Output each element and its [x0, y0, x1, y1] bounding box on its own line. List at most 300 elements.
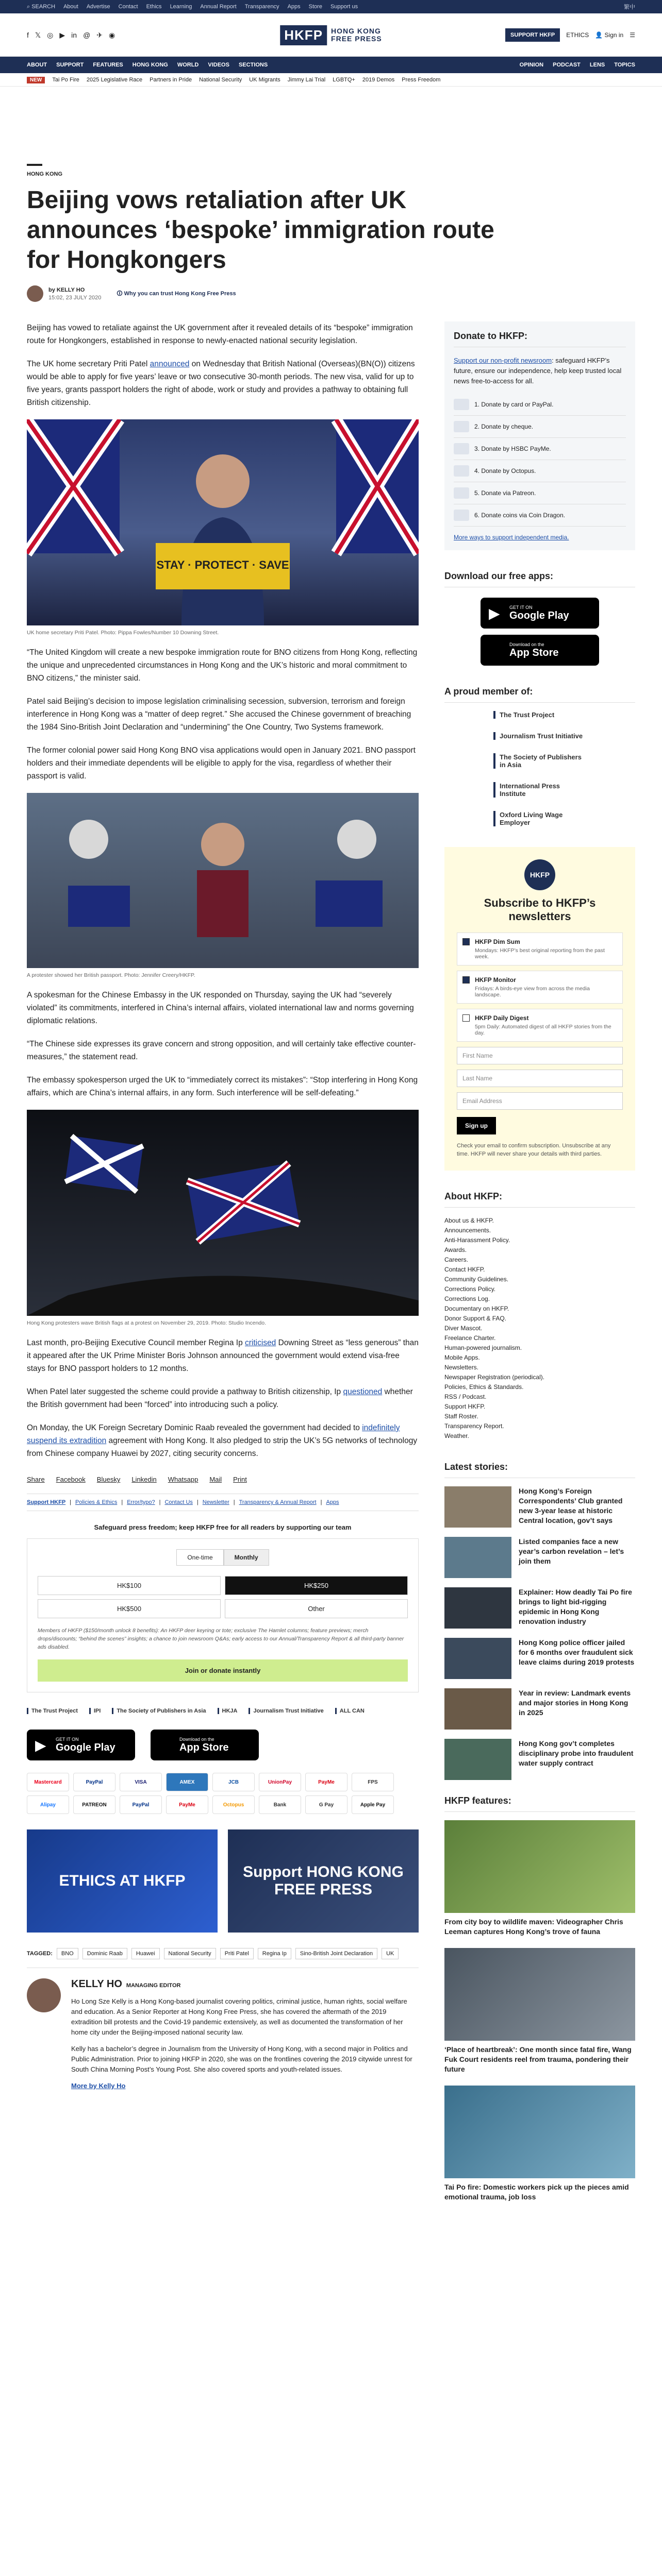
option-label: 5. Donate via Patreon. [474, 489, 536, 497]
story-headline: Explainer: How deadly Tai Po fire brings to light bid-rigging epidemic in Hong Kong renovation industry [519, 1588, 632, 1625]
about-link[interactable]: Weather. [444, 1432, 469, 1439]
svg-text:STAY · PROTECT · SAVE: STAY · PROTECT · SAVE [156, 558, 289, 571]
trust-label: Why you can trust Hong Kong Free Press [124, 290, 236, 297]
amount-option-selected[interactable]: HK$250 [225, 1576, 408, 1595]
photo-caption: UK home secretary Priti Patel. Photo: Pippa Fowles/Number 10 Downing Street. [27, 630, 219, 636]
story-thumbnail [444, 1537, 511, 1578]
payment-logo: PayPal [120, 1795, 162, 1814]
member-logo[interactable]: International Press Institute [493, 782, 586, 798]
option-label: 4. Donate by Octopus. [474, 467, 536, 474]
membership-note: Members of HKFP ($150/month unlock 8 benefits): An HKFP deer keyring or tote; exclusive The Hamlet columns; feature previews; merch drops/discounts; “behind the scenes” insights; a chance to join newsroom Q&As; early access to our Annual/Transparency Report & all third-party banner ads disabled. [38, 1628, 404, 1650]
freq-one-time[interactable]: One-time [176, 1549, 223, 1566]
checkbox-checked[interactable] [462, 976, 470, 984]
frequency-toggle [38, 1549, 408, 1566]
payment-logo: FPS [352, 1773, 394, 1791]
rss-icon[interactable]: ◉ [109, 30, 115, 39]
topbar-link-annual-report[interactable]: Annual Report [200, 4, 237, 10]
share-bar [27, 1476, 419, 1483]
article-paragraph: Beijing has vowed to retaliate against the UK government after it revealed details of its “bespoke” immigration route for Hongkongers, established in response to newly-enacted national security legislation. [27, 324, 413, 345]
badge-small-text: GET IT ON [509, 604, 533, 610]
inline-link[interactable]: questioned [343, 1387, 383, 1396]
newsletter-desc: Mondays: HKFP’s best original reporting from the past week. [475, 947, 605, 960]
ethics-promo[interactable]: ETHICS AT HKFP [27, 1829, 218, 1933]
photo-illustration [27, 419, 419, 625]
tag[interactable]: UK [382, 1948, 399, 1959]
feature-headline: From city boy to wildlife maven: Videographer Chris Leeman captures Hong Kong’s trove of fauna [444, 1918, 623, 1936]
text: On Monday, the UK Foreign Secretary Dominic Raab revealed the government had decided to [27, 1423, 362, 1432]
nav-item-support[interactable]: SUPPORT [56, 62, 84, 68]
author-role: MANAGING EDITOR [126, 1982, 181, 1989]
x-icon[interactable]: 𝕏 [35, 30, 41, 39]
amount-option[interactable]: HK$100 [38, 1576, 221, 1595]
member-logo[interactable]: The Society of Publishers in Asia [493, 753, 586, 769]
telegram-icon[interactable]: ✈ [96, 30, 103, 39]
author-avatar[interactable] [27, 285, 43, 302]
story-thumbnail [444, 1688, 511, 1730]
article-paragraph [27, 1336, 419, 1375]
nav-item-podcast[interactable]: PODCAST [553, 62, 581, 68]
payment-logo: PayPal [73, 1773, 115, 1791]
tag[interactable]: Dominic Raab [82, 1948, 127, 1959]
newsletter-name: HKFP Monitor [475, 976, 516, 984]
newsletter-signup [444, 847, 635, 1171]
member-logos [444, 711, 635, 826]
feature-stories [444, 1820, 635, 2202]
story-thumbnail [444, 1739, 511, 1780]
author-photo[interactable] [27, 1978, 61, 2012]
sidebar [444, 321, 635, 2213]
threads-icon[interactable]: @ [83, 30, 91, 39]
option-label: 2. Donate by cheque. [474, 423, 534, 430]
donate-link[interactable]: Support our non-profit newsroom [454, 357, 552, 364]
trending-link[interactable]: Tai Po Fire [52, 77, 79, 83]
about-link[interactable]: Staff Roster. [444, 1413, 478, 1420]
topbar-link-ethics[interactable]: Ethics [146, 4, 162, 10]
about-link[interactable]: Anti-Harassment Policy. [444, 1236, 510, 1244]
newsletter-fineprint: Check your email to confirm subscription. Unsubscribe at any time. HKFP will never share your details with third parties. [457, 1143, 611, 1157]
feature-item[interactable] [444, 1948, 635, 2074]
instagram-icon[interactable]: ◎ [47, 30, 54, 39]
member-logo[interactable]: The Trust Project [493, 711, 586, 719]
text: Last month, pro-Beijing Executive Council member Regina Ip [27, 1338, 245, 1347]
support-links: Support HKFP | Policies & Ethics | Error/typo? | Contact Us | Newsletter | Transparency & Annual Report | Apps [27, 1494, 419, 1511]
payment-logo: PayMe [305, 1773, 347, 1791]
about-link[interactable]: Careers. [444, 1256, 469, 1263]
coin-icon [454, 510, 469, 521]
feature-image [444, 1948, 635, 2041]
story-item[interactable] [444, 1587, 635, 1629]
latest-title: Latest stories: [444, 1462, 635, 1478]
author-name[interactable]: KELLY HO [56, 286, 85, 293]
app-store-button[interactable] [151, 1730, 259, 1760]
google-play-button[interactable] [481, 598, 599, 629]
story-item[interactable] [444, 1537, 635, 1578]
inline-link[interactable]: indefinitely suspend its extradition [27, 1423, 400, 1445]
badge-small-text: Download on the [179, 1736, 214, 1742]
article-photo [27, 419, 419, 636]
text: : safeguard HKFP’s future, ensure our independence, help keep trusted local news free-to-access for all. [454, 357, 622, 385]
newsletter-option[interactable] [457, 933, 623, 965]
badge-small-text: GET IT ON [56, 1736, 79, 1742]
donate-option[interactable] [454, 504, 626, 527]
trust-link[interactable]: 🛈 Why you can trust Hong Kong Free Press [117, 290, 236, 297]
about-link[interactable]: Newspaper Registration (periodical). [444, 1374, 545, 1381]
safeguard-banner: Safeguard press freedom; keep HKFP free for all readers by supporting our team [94, 1523, 352, 1531]
google-play-icon: ▶ [489, 605, 500, 621]
ethics-link[interactable]: ETHICS [566, 31, 589, 39]
story-headline: Hong Kong’s Foreign Correspondents’ Club granted new 3-year lease at historic Central location, gov’t says [519, 1487, 623, 1524]
about-link[interactable]: RSS / Podcast. [444, 1393, 487, 1400]
payment-logo: AMEX [166, 1773, 208, 1791]
support-link[interactable]: Support HKFP [27, 1499, 66, 1505]
tag-list [27, 1948, 419, 1968]
photo-priti-patel [27, 419, 419, 625]
cheque-icon [454, 421, 469, 432]
story-headline: Year in review: Landmark events and major stories in Hong Kong in 2025 [519, 1689, 631, 1717]
story-item[interactable] [444, 1739, 635, 1780]
tag[interactable]: Priti Patel [220, 1948, 254, 1959]
trending-link[interactable]: Press Freedom [402, 77, 441, 83]
card-icon [454, 399, 469, 410]
logo-line-1: HONG KONG [331, 27, 381, 35]
search-link[interactable]: ⌕ SEARCH [27, 3, 56, 10]
about-link[interactable]: Awards. [444, 1246, 467, 1253]
amount-options [38, 1576, 408, 1618]
article-paragraph: “The Chinese side expresses its grave concern and strong opposition, and will certainly take effective counter-measures,” the statement read. [27, 1040, 416, 1061]
google-play-icon: ▶ [35, 1737, 46, 1753]
member-logo[interactable]: Journalism Trust Initiative [493, 732, 586, 740]
inline-link[interactable]: announced [150, 360, 190, 368]
author-bio: Kelly has a bachelor’s degree in Journalism from the University of Hong Kong, with a second major in Politics and Public Administration. Prior to joining HKFP in 2020, she was on the frontlines covering the 2019 citywide unrest for South China Morning Post’s Young Post. She also covered sports and youth-related issues. [71, 2045, 412, 2073]
facebook-icon[interactable]: f [27, 30, 29, 39]
trending-bar [0, 73, 662, 87]
about-link[interactable]: Diver Mascot. [444, 1325, 483, 1332]
payment-logo: G Pay [305, 1795, 347, 1814]
about-link[interactable]: Policies, Ethics & Standards. [444, 1383, 524, 1391]
nav-item-topics[interactable]: TOPICS [614, 62, 635, 68]
badge-text: App Store [509, 647, 559, 658]
trending-link[interactable]: Partners in Pride [150, 77, 192, 83]
about-link[interactable]: Corrections Log. [444, 1295, 490, 1302]
social-links [27, 31, 115, 40]
share-label[interactable]: Share [27, 1476, 45, 1483]
logo-line-2: FREE PRESS [331, 35, 382, 43]
article-paragraph: The former colonial power said Hong Kong BNO visa applications would open in January 2021. BNO passport holders and their immediate dependents will be eligible to apply for the visa, regardless of whether their passport is valid. [27, 746, 416, 781]
topbar-link-support[interactable]: Support us [330, 4, 358, 10]
email-field[interactable]: Email Address [457, 1092, 623, 1110]
logo-text [331, 27, 382, 43]
donate-option[interactable] [454, 394, 626, 416]
more-ways-link[interactable]: More ways to support independent media. [454, 534, 569, 541]
text: agreement with Hong Kong. It also pledged to strip the UK’s 5G networks of technology from Chinese company Huawei by 2027, citing security concerns. [27, 1436, 418, 1458]
newsletter-desc: Fridays: A birds-eye view from across the media landscape. [475, 986, 590, 998]
tag[interactable]: BNO [57, 1948, 78, 1959]
checkbox-checked[interactable] [462, 938, 470, 945]
author-box [27, 1978, 419, 2097]
topbar-link-transparency[interactable]: Transparency [244, 4, 279, 10]
about-link[interactable]: Freelance Charter. [444, 1334, 496, 1342]
share-whatsapp[interactable]: Whatsapp [168, 1476, 198, 1483]
amount-option[interactable]: HK$500 [38, 1599, 221, 1618]
about-link[interactable]: Donor Support & FAQ. [444, 1315, 507, 1322]
about-list [444, 1216, 635, 1441]
tag[interactable]: Huawei [131, 1948, 160, 1959]
topbar-link-about[interactable]: About [63, 4, 78, 10]
text: on Wednesday that British National (Overseas)(BN(O)) citizens would be able to apply for five years’ leave or two consecutive 30-month periods. The new visa, valid for up to five years, grants passport holders the right of abode, work or study and provides a pathway to obtaining full British citizenship. [27, 360, 415, 407]
author-heading [71, 1978, 419, 1990]
member-title: A proud member of: [444, 686, 635, 703]
topbar-link-store[interactable]: Store [308, 4, 322, 10]
trending-link[interactable]: Jimmy Lai Trial [287, 77, 326, 83]
member-logo[interactable]: Oxford Living Wage Employer [493, 811, 586, 826]
donate-option[interactable] [454, 482, 626, 504]
payment-logo: Mastercard [27, 1773, 69, 1791]
publish-date: 15:02, 23 JULY 2020 [48, 294, 102, 301]
trending-link[interactable]: UK Migrants [249, 77, 280, 83]
about-link[interactable]: Community Guidelines. [444, 1276, 509, 1283]
latest-stories [444, 1486, 635, 1780]
tag[interactable]: Sino-British Joint Declaration [295, 1948, 377, 1959]
photo-caption: A protester showed her British passport. Photo: Jennifer Creery/HKFP. [27, 972, 195, 978]
payment-logo: PayMe [166, 1795, 208, 1814]
story-headline: Hong Kong gov’t completes disciplinary probe into fraudulent water supply contract [519, 1739, 634, 1767]
main-nav [0, 57, 662, 73]
badge-text: App Store [179, 1741, 229, 1753]
menu-icon[interactable]: ☰ [630, 31, 635, 39]
story-thumbnail [444, 1638, 511, 1679]
article-body [27, 321, 419, 2213]
payment-logo: UnionPay [259, 1773, 301, 1791]
sidebar-app-buttons [444, 598, 635, 666]
partner-logo[interactable]: HKJA [218, 1708, 238, 1714]
join-button[interactable]: Join or donate instantly [38, 1659, 408, 1682]
text: whether the British government had been “forced” into introducing such a policy. [27, 1387, 413, 1409]
search-label: SEARCH [31, 3, 56, 10]
last-name-field[interactable]: Last Name [457, 1070, 623, 1087]
trending-link[interactable]: 2025 Legislative Race [86, 77, 143, 83]
checkbox[interactable] [462, 1014, 470, 1022]
story-thumbnail [444, 1486, 511, 1528]
about-link[interactable]: Transparency Report. [444, 1422, 504, 1430]
option-label: 1. Donate by card or PayPal. [474, 401, 554, 408]
donation-widget [27, 1538, 419, 1692]
article-paragraph: A spokesman for the Chinese Embassy in the UK responded on Thursday, saying the UK had “severely violated” its commitments, interfered in China’s internal affairs, violated international law and norms governing diplomatic relations. [27, 991, 414, 1025]
story-item[interactable] [444, 1688, 635, 1730]
partner-logos [27, 1708, 419, 1714]
payment-methods [27, 1773, 419, 1814]
about-link[interactable]: Support HKFP. [444, 1403, 486, 1410]
article-paragraph: “The United Kingdom will create a new bespoke immigration route for BNO citizens from Hong Kong, reflecting the unique and unprecedented circumstances in Hong Kong and the UK’s historic and moral commitment to BNO citizens,” the minister said. [27, 648, 418, 683]
topbar-link-learning[interactable]: Learning [170, 4, 192, 10]
trending-link[interactable]: LGBTQ+ [333, 77, 355, 83]
logo-box: HKFP [280, 25, 327, 45]
story-thumbnail [444, 1587, 511, 1629]
support-link[interactable]: Newsletter [202, 1499, 229, 1505]
donate-option[interactable] [454, 460, 626, 482]
about-link[interactable]: Documentary on HKFP. [444, 1305, 509, 1312]
about-link[interactable]: Human-powered journalism. [444, 1344, 522, 1351]
payment-logo: Apple Pay [352, 1795, 394, 1814]
partner-logo[interactable]: ALL CAN [335, 1708, 365, 1714]
youtube-icon[interactable]: ▶ [59, 30, 65, 39]
tag[interactable]: Regina Ip [258, 1948, 291, 1959]
article-paragraph: The embassy spokesperson urged the UK to “immediately correct its mistakes”: “Stop interfering in Hong Kong affairs, which are China’s internal affairs, in any form. Such interference will be self-defeating.” [27, 1076, 418, 1097]
newsletter-name: HKFP Daily Digest [475, 1014, 529, 1022]
apps-title: Download our free apps: [444, 571, 635, 587]
features-title: HKFP features: [444, 1795, 635, 1812]
option-label: 6. Donate coins via Coin Dragon. [474, 512, 566, 519]
patreon-icon [454, 487, 469, 499]
story-headline: Hong Kong police officer jailed for 6 months over fraudulent sick leave claims during 2019 protests [519, 1638, 635, 1666]
signin-link[interactable]: 👤 Sign in [595, 31, 624, 39]
app-buttons [27, 1730, 419, 1760]
nav-item-videos[interactable]: VIDEOS [208, 62, 229, 68]
about-link[interactable]: Newsletters. [444, 1364, 479, 1371]
photo-illustration [27, 1110, 419, 1316]
photo-caption: Hong Kong protesters wave British flags at a protest on November 29, 2019. Photo: Studio Incendo. [27, 1320, 267, 1326]
support-hkfp-button[interactable]: SUPPORT HKFP [505, 28, 560, 42]
partner-logo[interactable]: The Trust Project [27, 1708, 78, 1714]
support-link[interactable]: Contact Us [164, 1499, 193, 1505]
partner-logo[interactable]: Journalism Trust Initiative [249, 1708, 323, 1714]
article-paragraph [27, 1421, 419, 1460]
freq-monthly[interactable]: Monthly [224, 1549, 269, 1566]
about-link[interactable]: Mobile Apps. [444, 1354, 480, 1361]
topbar-link-contact[interactable]: Contact [118, 4, 138, 10]
nav-item-opinion[interactable]: OPINION [519, 62, 544, 68]
feature-image [444, 1820, 635, 1913]
nav-item-hong-kong[interactable]: HONG KONG [132, 62, 168, 68]
nav-item-lens[interactable]: LENS [589, 62, 605, 68]
feature-item[interactable] [444, 2086, 635, 2202]
newsletter-desc: 5pm Daily: Automated digest of all HKFP stories from the day. [475, 1024, 611, 1036]
story-headline: Listed companies face a new year’s carbon revelation – let’s join them [519, 1537, 624, 1565]
inline-link[interactable]: criticised [245, 1338, 276, 1347]
partner-logo[interactable]: IPI [89, 1708, 101, 1714]
feature-item[interactable] [444, 1820, 635, 1937]
photo-protester-passport [27, 793, 419, 968]
newsletter-name: HKFP Dim Sum [475, 938, 520, 945]
story-item[interactable] [444, 1638, 635, 1679]
trending-link[interactable]: National Security [199, 77, 242, 83]
app-store-button[interactable] [481, 635, 599, 666]
share-bluesky[interactable]: Bluesky [96, 1476, 121, 1483]
trending-link[interactable]: 2019 Demos [362, 77, 395, 83]
article-paragraph: Patel said Beijing’s decision to impose legislation criminalising secession, subversion, terrorism and foreign interference in Hong Kong was a “matter of deep regret.” She accused the Chinese government of breaching the 1984 Sino-British Joint Declaration and “undermining” the One Country, Two Systems framework. [27, 697, 411, 732]
photo-protest-flags [27, 1110, 419, 1316]
linkedin-icon[interactable]: in [71, 30, 77, 39]
google-play-button[interactable] [27, 1730, 135, 1760]
story-item[interactable] [444, 1486, 635, 1528]
share-print[interactable]: Print [233, 1476, 247, 1483]
amount-other[interactable]: Other [225, 1599, 408, 1618]
article-title: Beijing vows retaliation after UK announces ‘bespoke’ immigration route for Hongkongers [27, 187, 494, 274]
octopus-icon [454, 465, 469, 477]
tags-label: TAGGED: [27, 1951, 53, 1957]
share-mail[interactable]: Mail [209, 1476, 222, 1483]
tag[interactable]: National Security [164, 1948, 216, 1959]
article-category[interactable]: HONG KONG [27, 171, 63, 177]
about-link[interactable]: Contact HKFP. [444, 1266, 485, 1273]
language-switch[interactable]: 繁中 [624, 4, 635, 10]
donate-intro [454, 355, 626, 386]
topbar-link-advertise[interactable]: Advertise [86, 4, 110, 10]
new-badge: NEW [27, 77, 45, 83]
site-header [0, 13, 662, 57]
author-box-name[interactable]: KELLY HO [71, 1978, 122, 1990]
topbar-link-apps[interactable]: Apps [287, 4, 301, 10]
newsletter-option[interactable] [457, 971, 623, 1004]
payme-icon [454, 443, 469, 454]
site-logo[interactable] [280, 25, 382, 45]
feature-headline: ‘Place of heartbreak’: One month since fatal fire, Wang Fuk Court residents reel from trauma, pondering their future [444, 2045, 632, 2073]
donate-option[interactable] [454, 438, 626, 460]
support-promo[interactable]: Support HONG KONG FREE PRESS [228, 1829, 419, 1933]
support-link[interactable]: Apps [326, 1499, 339, 1505]
share-facebook[interactable]: Facebook [56, 1476, 86, 1483]
payment-logo: JCB [212, 1773, 255, 1791]
author-bio: Ho Long Sze Kelly is a Hong Kong-based journalist covering politics, criminal justice, human rights, social welfare and education. As a Senior Reporter at Hong Kong Free Press, she has covered the aftermath of the 2019 extradition bill protests and the Covid-19 pandemic extensively, as well as documented the transformation of her home city under the Beijing-imposed national security law. [71, 1997, 407, 2036]
nav-item-features[interactable]: FEATURES [93, 62, 123, 68]
promo-banners [27, 1829, 419, 1933]
about-link[interactable]: Corrections Policy. [444, 1285, 496, 1293]
share-linkedin[interactable]: Linkedin [131, 1476, 157, 1483]
signup-button[interactable]: Sign up [457, 1117, 496, 1134]
byline: by KELLY HO 15:02, 23 JULY 2020 🛈 Why you can trust Hong Kong Free Press [27, 285, 635, 302]
support-link[interactable]: Policies & Ethics [75, 1499, 118, 1505]
article-header [27, 164, 635, 302]
payment-logo: PATREON [73, 1795, 115, 1814]
nav-item-sections[interactable]: SECTIONS [238, 62, 268, 68]
newsletter-option[interactable] [457, 1009, 623, 1042]
nav-item-about[interactable]: ABOUT [27, 62, 47, 68]
article-paragraph [27, 1385, 419, 1411]
first-name-field[interactable]: First Name [457, 1047, 623, 1064]
payment-logo: Octopus [212, 1795, 255, 1814]
option-label: 3. Donate by HSBC PayMe. [474, 445, 551, 452]
about-title: About HKFP: [444, 1191, 635, 1208]
payment-logo: VISA [120, 1773, 162, 1791]
text: When Patel later suggested the scheme could provide a pathway to British citizenship, Ip [27, 1387, 343, 1396]
payment-logo: Alipay [27, 1795, 69, 1814]
utility-bar [0, 0, 662, 13]
signin-label: Sign in [604, 31, 624, 39]
partner-logo[interactable]: The Society of Publishers in Asia [112, 1708, 206, 1714]
donate-option[interactable] [454, 416, 626, 438]
nav-item-world[interactable]: WORLD [177, 62, 199, 68]
about-link[interactable]: About us & HKFP. [444, 1217, 494, 1224]
photo-illustration [27, 793, 419, 968]
badge-text: Google Play [56, 1741, 115, 1753]
support-link[interactable]: Transparency & Annual Report [239, 1499, 317, 1505]
payment-logo: Bank [259, 1795, 301, 1814]
article-paragraph [27, 358, 419, 409]
donate-panel [444, 321, 635, 550]
text: Downing Street as “less generous” than it appeared after the UK Prime Minister Boris Johnson announced the government would extend visa-free stays for BNO passport holders to 12 months. [27, 1338, 419, 1373]
article-photo [27, 793, 419, 978]
text: The UK home secretary Priti Patel [27, 360, 150, 368]
more-by-author-link[interactable]: More by Kelly Ho [71, 2082, 126, 2090]
support-link[interactable]: Error/typo? [127, 1499, 155, 1505]
badge-small-text: Download on the [509, 641, 544, 647]
article-photo [27, 1110, 419, 1326]
feature-image [444, 2086, 635, 2178]
kicker-rule [27, 164, 42, 166]
donate-title: Donate to HKFP: [454, 331, 626, 347]
feature-headline: Tai Po fire: Domestic workers pick up the pieces amid emotional trauma, job loss [444, 2183, 629, 2201]
newsletter-title: Subscribe to HKFP’s newsletters [484, 896, 596, 923]
about-link[interactable]: Announcements. [444, 1227, 491, 1234]
